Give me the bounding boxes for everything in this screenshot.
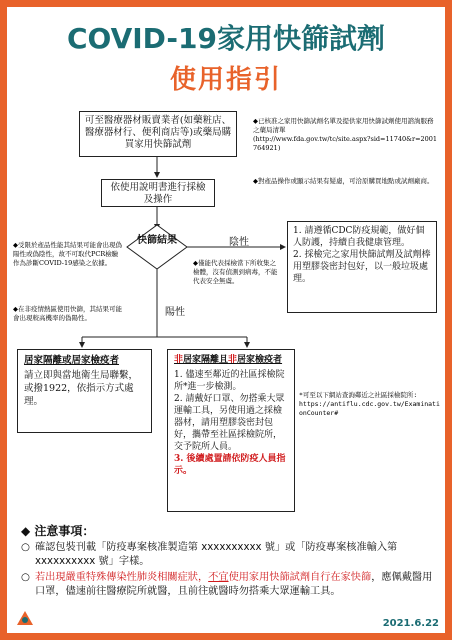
- false-result-note: ◆受限於產品性能其結果可能會出現偽陽性或偽陰性，故不可取代PCR檢驗作為診斷COVID-19感染之依據。: [13, 241, 122, 267]
- negative-label: 陰性: [229, 237, 249, 248]
- diamond-bullet-icon: ◆: [13, 305, 18, 313]
- non-quarantine-step-3: 3. 後續處置請依防疫人員指示。: [174, 454, 286, 476]
- non-quarantine-title: 非居家隔離且非居家檢疫者: [174, 355, 283, 365]
- agency-logo: [15, 609, 35, 627]
- clinic-query-note: *可至以下網站查詢鄰近之社區採檢院所: https://antiflu.cdc.gov.tw/ExaminationCounter#: [299, 391, 440, 417]
- non-quarantine-step-1: 1. 儘速至鄰近的社區採檢院所*進一步檢測。: [174, 370, 285, 392]
- page-title: COVID-19家用快篩試劑: [66, 22, 386, 55]
- non-quarantine-step-2: 2. 請戴好口罩、勿搭乘大眾運輸工具，另使用過之採檢器材，請用塑膠袋密封包好，攜帶至社區採檢院所，交予院所人員。: [174, 394, 285, 452]
- negative-action-1: 1. 請遵循CDC防疫規範，做好個人防護，持續自我健康管理。: [293, 226, 425, 248]
- notes-section: [21, 522, 433, 599]
- quarantine-title: 居家隔離或居家檢疫者: [24, 355, 120, 366]
- non-hotspot-note: ◆在非疫情熱區使用快篩，其結果可能會出現較高機率的偽陽性。: [13, 305, 122, 322]
- circle-bullet-icon: ○: [21, 572, 30, 583]
- date-label: 2021.6.22: [382, 618, 439, 629]
- notes-item-2: ○ 若出現嚴重特殊傳染性肺炎相關症狀，不宜使用家用快篩試劑自行在家快篩，應佩戴醫用口罩，儘速前往醫療院所就醫，且前往就醫時勿搭乘大眾運輸工具。: [21, 572, 433, 597]
- diamond-bullet-icon: ◆: [253, 117, 258, 125]
- instructions-box: 依使用說明書進行採檢及操作: [101, 179, 215, 207]
- guide-page: [7, 7, 445, 633]
- diamond-bullet-icon: ◆: [21, 524, 31, 538]
- notes-item-1: ○ 確認包裝刊載「防疫專案核准製造第 xxxxxxxxxx 號」或「防疫專案核准輸入第 xxxxxxxxxx 號」字樣。: [21, 542, 398, 567]
- page-subtitle: 使用指引: [169, 65, 282, 95]
- notes-heading: ◆ 注意事項：: [21, 524, 95, 538]
- purchase-box: 可至醫療器材販賣業者(如藥粧店、醫療器材行、便利商店等)或藥局購買家用快篩試劑: [79, 111, 237, 157]
- product-doubt-note: ◆對產品操作或顯示結果有疑慮，可洽原購買地點或試劑廠商。: [253, 177, 434, 185]
- quarantine-body: 請立即與當地衛生局聯繫，或撥1922，依指示方式處理。: [24, 370, 139, 407]
- negative-action-2: 2. 採檢完之家用快篩試劑及試劑棒用塑膠袋密封包好，以一般垃圾處理。: [293, 250, 431, 284]
- approved-list-note: ◆已核准之家用快篩試劑名單及提供家用快篩試劑使用諮詢服務之藥局清單 (http://www.fda.gov.tw/tc/site.aspx?sid=11740&r=2001764921): [253, 117, 438, 152]
- circle-bullet-icon: ○: [21, 542, 30, 553]
- result-diamond: [127, 225, 187, 269]
- clinic-url[interactable]: https://antiflu.cdc.gov.tw/ExaminationCounter#: [299, 400, 440, 417]
- diamond-bullet-icon: ◆: [193, 259, 198, 267]
- diamond-bullet-icon: ◆: [253, 177, 258, 185]
- diamond-bullet-icon: ◆: [13, 241, 18, 249]
- positive-label: 陽性: [165, 307, 185, 318]
- negative-meaning-note: ◆僅能代表採檢當下所收集之檢體，沒有偵測到病毒，不能代表安全無虞。: [193, 259, 278, 285]
- non-quarantine-box: [167, 349, 295, 512]
- fda-url[interactable]: (http://www.fda.gov.tw/tc/site.aspx?sid=11740&r=2001764921): [253, 135, 438, 152]
- negative-actions-box: [287, 221, 437, 313]
- quarantine-box: [17, 349, 152, 433]
- result-label: 快篩結果: [137, 235, 177, 246]
